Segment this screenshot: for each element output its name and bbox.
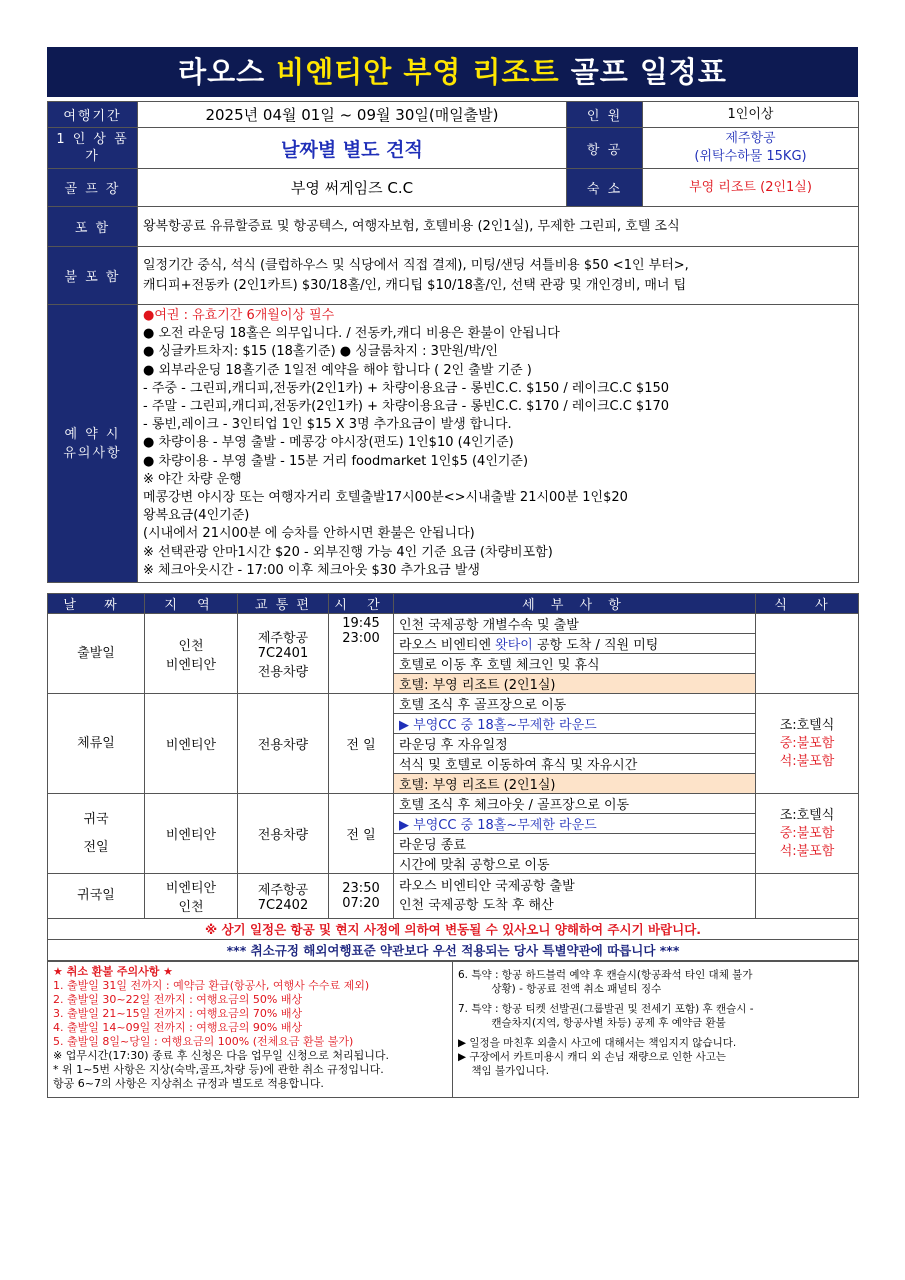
airline-label: 항 공	[567, 128, 643, 169]
day-region: 비엔티안	[145, 694, 238, 794]
refund-line: 책임 불가입니다.	[458, 1065, 550, 1078]
notes-line: 왕복요금(4인기준)	[143, 508, 250, 524]
day-detail-line: 라운딩 후 자유일정	[394, 734, 756, 754]
people-value: 1인이상	[643, 102, 859, 128]
day-detail-line: 라오스 비엔티엔 왓타이 공항 도착 / 직원 미팅	[394, 634, 756, 654]
period-label: 여행기간	[48, 102, 138, 128]
refund-table	[47, 961, 859, 1098]
notes-line: ● 외부라운딩 18홀기준 1일전 예약을 해야 합니다 ( 2인 출발 기준 )	[143, 362, 532, 378]
people-label: 인 원	[567, 102, 643, 128]
notes-line: ● 차량이용 - 부영 출발 - 15분 거리 foodmarket 1인$5 (4인기준)	[143, 453, 529, 469]
refund-line: * 위 1~5번 사항은 지상(숙박,골프,차량 등)에 관한 취소 규정입니다.	[53, 1063, 384, 1077]
hotel-label: 숙 소	[567, 169, 643, 207]
notes-line: ※ 야간 차량 운행	[143, 471, 242, 487]
info-table	[47, 101, 859, 583]
refund-line: 1. 출발일 31일 전까지 : 예약금 환급(항공사, 여행사 수수료 제외)	[53, 979, 370, 993]
day-transport: 전용차량	[238, 794, 329, 874]
notes-line: - 주말 - 그린피,캐디피,전동카(2인1카) + 차량이용요금 - 롱빈C.C. $170 / 레이크C.C $170	[143, 399, 670, 415]
day-transport: 전용차량	[238, 694, 329, 794]
day-detail-line: ▶ 부영CC 중 18홀~무제한 라운드	[394, 714, 756, 734]
refund-line: ▶ 일정을 마친후 외출시 사고에 대해서는 책임지지 않습니다.	[458, 1037, 737, 1050]
hotel-value: 부영 리조트 (2인1실)	[643, 169, 859, 207]
refund-left	[48, 962, 453, 1098]
day-detail-line: 시간에 맞춰 공항으로 이동	[394, 854, 756, 874]
day-name: 귀국일	[48, 874, 145, 919]
refund-line: ※ 업무시간(17:30) 종료 후 신청은 다음 업무일 신청으로 처리됩니다.	[53, 1049, 389, 1063]
day-name: 출발일	[48, 614, 145, 694]
include-value: 왕복항공료 유류할증료 및 항공텍스, 여행자보험, 호텔비용 (2인1실), 무제한 그린피, 호텔 조식	[138, 207, 859, 247]
day-detail-line: 호텔로 이동 후 호텔 체크인 및 휴식	[394, 654, 756, 674]
day-detail-line: 호텔 조식 후 골프장으로 이동	[394, 694, 756, 714]
notes-line: ※ 체크아웃시간 - 17:00 이후 체크아웃 $30 추가요금 발생	[143, 562, 480, 578]
header-date: 날 짜	[48, 594, 145, 614]
refund-right	[453, 962, 859, 1098]
schedule-table	[47, 593, 859, 961]
cancel-rule-notice: *** 취소규정 해외여행표준 약관보다 우선 적용되는 당사 특별약관에 따릅니다 ***	[48, 940, 859, 961]
refund-line: 7. 특약 : 항공 티켓 선발권(그룹발권 및 전세기 포함) 후 캔슬시 -	[458, 1003, 754, 1016]
refund-line: ▶ 구장에서 카트미용시 캐디 외 손님 재량으로 인한 사고는	[458, 1051, 727, 1064]
notes-line: 메콩강변 야시장 또는 여행자거리 호텔출발17시00분<>시내출발 21시00분 1인$20	[143, 490, 628, 506]
notes-line: ※ 선택관광 안마1시간 $20 - 외부진행 가능 4인 기준 요금 (차량비포함)	[143, 544, 553, 560]
refund-line: 2. 출발일 30~22일 전까지 : 여행요금의 50% 배상	[53, 993, 303, 1007]
day-region: 비엔티안 인천	[145, 874, 238, 919]
price-value: 날짜별 별도 견적	[138, 128, 567, 169]
day-meal	[756, 874, 859, 919]
day-detail-line: 석식 및 호텔로 이동하여 휴식 및 자유시간	[394, 754, 756, 774]
day-time: 전 일	[329, 794, 394, 874]
golf-value: 부영 써게임즈 C.C	[138, 169, 567, 207]
refund-line: 캔슬차지(지역, 항공사별 차등) 공제 후 예약금 환불	[458, 1017, 726, 1030]
notes-line: ● 싱글카트차지: $15 (18홀기준) ● 싱글룸차지 : 3만원/박/인	[143, 344, 498, 360]
day-transport: 제주항공 7C2401 전용차량	[238, 614, 329, 694]
day-hotel: 호텔: 부영 리조트 (2인1실)	[394, 674, 756, 694]
header-meal: 식 사	[756, 594, 859, 614]
refund-line: 3. 출발일 21~15일 전까지 : 여행요금의 70% 배상	[53, 1007, 303, 1021]
exclude-label: 불 포 함	[48, 247, 138, 305]
day-meal: 조:호텔식 중:불포함 석:불포함	[756, 794, 859, 874]
refund-line: 4. 출발일 14~09일 전까지 : 여행요금의 90% 배상	[53, 1021, 303, 1035]
notes-line: ● 오전 라운딩 18홀은 의무입니다. / 전동카,캐디 비용은 환불이 안됩니다	[143, 326, 560, 342]
refund-title: ★ 취소 환불 주의사항 ★	[53, 965, 174, 979]
refund-line: 5. 출발일 8일~당일 : 여행요금의 100% (전체요금 환불 불가)	[53, 1035, 354, 1049]
header-detail: 세 부 사 항	[394, 594, 756, 614]
day-region: 인천 비엔티안	[145, 614, 238, 694]
airline-value: 제주항공 (위탁수하물 15KG)	[643, 128, 859, 169]
exclude-value: 일정기간 중식, 석식 (클럽하우스 및 식당에서 직접 결제), 미팅/샌딩 셔틀비용 $50 <1인 부터>, 캐디피+전동카 (2인1카트) $30/18홀/인, 캐디팁 $10/18홀/인, 선택 관광 및 개인경비, 매너 팁	[138, 247, 859, 305]
day-name: 체류일	[48, 694, 145, 794]
notes-list	[138, 305, 859, 583]
notes-line: - 롱빈,레이크 - 3인티업 1인 $15 X 3명 추가요금이 발생 합니다.	[143, 417, 512, 433]
notes-line: - 주중 - 그린피,캐디피,전동카(2인1카) + 차량이용요금 - 롱빈C.C. $150 / 레이크C.C $150	[143, 380, 670, 396]
day-detail-line: 호텔 조식 후 체크아웃 / 골프장으로 이동	[394, 794, 756, 814]
header-time: 시 간	[329, 594, 394, 614]
header-transport: 교 통 편	[238, 594, 329, 614]
notes-line: (시내에서 21시00분 에 승차를 안하시면 환불은 안됩니다)	[143, 526, 475, 542]
day-detail-line: ▶ 부영CC 중 18홀~무제한 라운드	[394, 814, 756, 834]
day-meal	[756, 614, 859, 694]
price-label: 1 인 상 품 가	[48, 128, 138, 169]
include-label: 포 함	[48, 207, 138, 247]
header-region: 지 역	[145, 594, 238, 614]
day-detail-line: 인천 국제공항 개별수속 및 출발	[394, 614, 756, 634]
period-value: 2025년 04월 01일 ~ 09월 30일(매일출발)	[138, 102, 567, 128]
day-transport: 제주항공 7C2402	[238, 874, 329, 919]
page-title: 라오스 비엔티안 부영 리조트 골프 일정표	[47, 47, 858, 97]
golf-label: 골 프 장	[48, 169, 138, 207]
day-meal: 조:호텔식 중:불포함 석:불포함	[756, 694, 859, 794]
day-hotel: 호텔: 부영 리조트 (2인1실)	[394, 774, 756, 794]
refund-line: 항공 6~7의 사항은 지상취소 규정과 별도로 적용합니다.	[53, 1077, 324, 1091]
day-time: 전 일	[329, 694, 394, 794]
notes-line: ●여권 : 유효기간 6개월이상 필수	[143, 308, 335, 323]
notes-line: ● 차량이용 - 부영 출발 - 메콩강 야시장(편도) 1인$10 (4인기준)	[143, 435, 514, 451]
day-region: 비엔티안	[145, 794, 238, 874]
notes-label: 예 약 시 유의사항	[48, 305, 138, 583]
day-time: 19:45 23:00	[329, 614, 394, 694]
day-detail-line: 라운딩 종료	[394, 834, 756, 854]
refund-line: 상황) - 항공료 전액 취소 패널티 징수	[458, 983, 662, 996]
refund-line: 6. 특약 : 항공 하드블럭 예약 후 캔슬시(항공좌석 타인 대체 불가	[458, 969, 753, 982]
day-time: 23:50 07:20	[329, 874, 394, 919]
day-detail: 라오스 비엔티안 국제공항 출발 인천 국제공항 도착 후 해산	[394, 874, 756, 919]
day-name: 귀국 전일	[48, 794, 145, 874]
schedule-notice: ※ 상기 일정은 항공 및 현지 사정에 의하여 변동될 수 있사오니 양해하여 주시기 바랍니다.	[48, 919, 859, 940]
